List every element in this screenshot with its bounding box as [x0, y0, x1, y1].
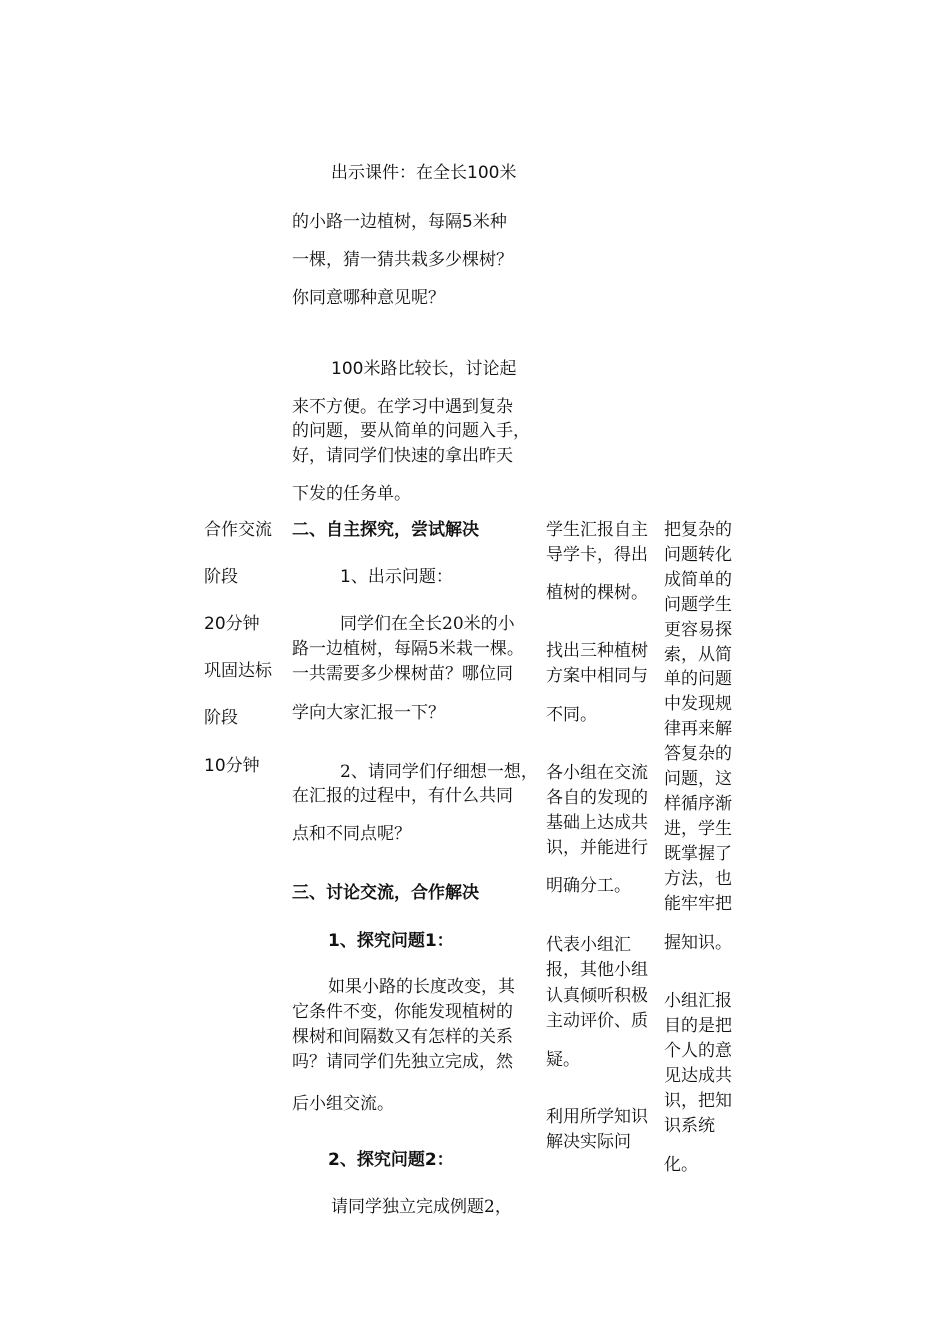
text-line: 来不方便。在学习中遇到复杂	[292, 397, 513, 417]
text-line: 方法，也	[664, 869, 732, 889]
stage-duration: 20分钟	[204, 614, 260, 634]
text-line: 个人的意	[664, 1041, 732, 1061]
text-line: 报，其他小组	[546, 960, 648, 980]
text-line: 握知识。	[664, 933, 732, 953]
stage-duration: 10分钟	[204, 756, 260, 776]
section-heading: 三、讨论交流，合作解决	[292, 883, 479, 903]
section-heading: 二、自主探究，尝试解决	[292, 520, 479, 540]
text-line: 一棵，猜一猜共栽多少棵树？	[292, 250, 513, 270]
text-line: 识，把知	[664, 1091, 732, 1111]
text-line: 在汇报的过程中，有什么共同	[292, 786, 513, 806]
text-line: 100米路比较长，讨论起	[331, 359, 517, 379]
text-line: 成简单的	[664, 570, 732, 590]
stage-label: 阶段	[204, 567, 238, 587]
text-line: 中发现规	[664, 694, 732, 714]
text-line: 识系统	[664, 1116, 715, 1136]
text-line: 下发的任务单。	[292, 484, 411, 504]
item-heading: 2、探究问题2：	[328, 1150, 454, 1170]
text-line: 各自的发现的	[546, 788, 648, 808]
text-line: 化。	[664, 1155, 698, 1175]
text-line: 小组汇报	[664, 991, 732, 1011]
text-line: 一共需要多少棵树苗？哪位同	[292, 664, 513, 684]
text-line: 棵树和间隔数又有怎样的关系	[292, 1027, 513, 1047]
text-line: 解决实际问	[546, 1132, 631, 1152]
text-line: 植树的棵树。	[546, 583, 648, 603]
text-line: 基础上达成共	[546, 813, 648, 833]
text-line: 进，学生	[664, 819, 732, 839]
text-line: 样循序渐	[664, 794, 732, 814]
text-line: 目的是把	[664, 1016, 732, 1036]
text-line: 既掌握了	[664, 844, 732, 864]
item-heading: 1、出示问题：	[340, 567, 453, 587]
text-line: 的问题，要从简单的问题入手，	[292, 421, 530, 441]
text-line: 单的问题	[664, 669, 732, 689]
text-line: 学向大家汇报一下？	[292, 703, 445, 723]
text-line: 同学们在全长20米的小	[340, 614, 515, 634]
text-line: 代表小组汇	[546, 935, 631, 955]
text-line: 能牢牢把	[664, 894, 732, 914]
text-line: 学生汇报自主	[546, 520, 648, 540]
text-line: 问题，这	[664, 769, 732, 789]
text-line: 不同。	[546, 705, 597, 725]
stage-label: 巩固达标	[204, 661, 272, 681]
text-line: 方案中相同与	[546, 666, 648, 686]
text-line: 吗？请同学们先独立完成，然	[292, 1052, 513, 1072]
text-line: 认真倾听积极	[546, 986, 648, 1006]
text-line: 律再来解	[664, 719, 732, 739]
text-line: 的小路一边植树，每隔5米种	[292, 212, 507, 232]
text-line: 请同学独立完成例题2，	[331, 1197, 512, 1217]
text-line: 识，并能进行	[546, 838, 648, 858]
text-line: 2、请同学们仔细想一想，	[340, 762, 538, 782]
text-line: 问题学生	[664, 595, 732, 615]
text-line: 你同意哪种意见呢？	[292, 288, 445, 308]
text-line: 各小组在交流	[546, 763, 648, 783]
text-line: 主动评价、质	[546, 1011, 648, 1031]
text-line: 问题转化	[664, 545, 732, 565]
text-line: 后小组交流。	[292, 1094, 394, 1114]
stage-label: 阶段	[204, 708, 238, 728]
text-line: 它条件不变，你能发现植树的	[292, 1002, 513, 1022]
text-line: 更容易探	[664, 620, 732, 640]
text-line: 索，从简	[664, 645, 732, 665]
text-line: 找出三种植树	[546, 641, 648, 661]
text-line: 导学卡，得出	[546, 545, 648, 565]
text-line: 点和不同点呢？	[292, 824, 411, 844]
text-line: 见达成共	[664, 1066, 732, 1086]
text-line: 好，请同学们快速的拿出昨天	[292, 446, 513, 466]
text-line: 明确分工。	[546, 876, 631, 896]
text-line: 疑。	[546, 1050, 580, 1070]
text-line: 把复杂的	[664, 520, 732, 540]
item-heading: 1、探究问题1：	[328, 931, 454, 951]
text-line: 利用所学知识	[546, 1107, 648, 1127]
text-line: 答复杂的	[664, 744, 732, 764]
text-line: 如果小路的长度改变，其	[328, 977, 515, 997]
text-line: 路一边植树，每隔5米栽一棵。	[292, 639, 524, 659]
text-line: 出示课件：在全长100米	[331, 163, 517, 183]
stage-label: 合作交流	[204, 520, 272, 540]
